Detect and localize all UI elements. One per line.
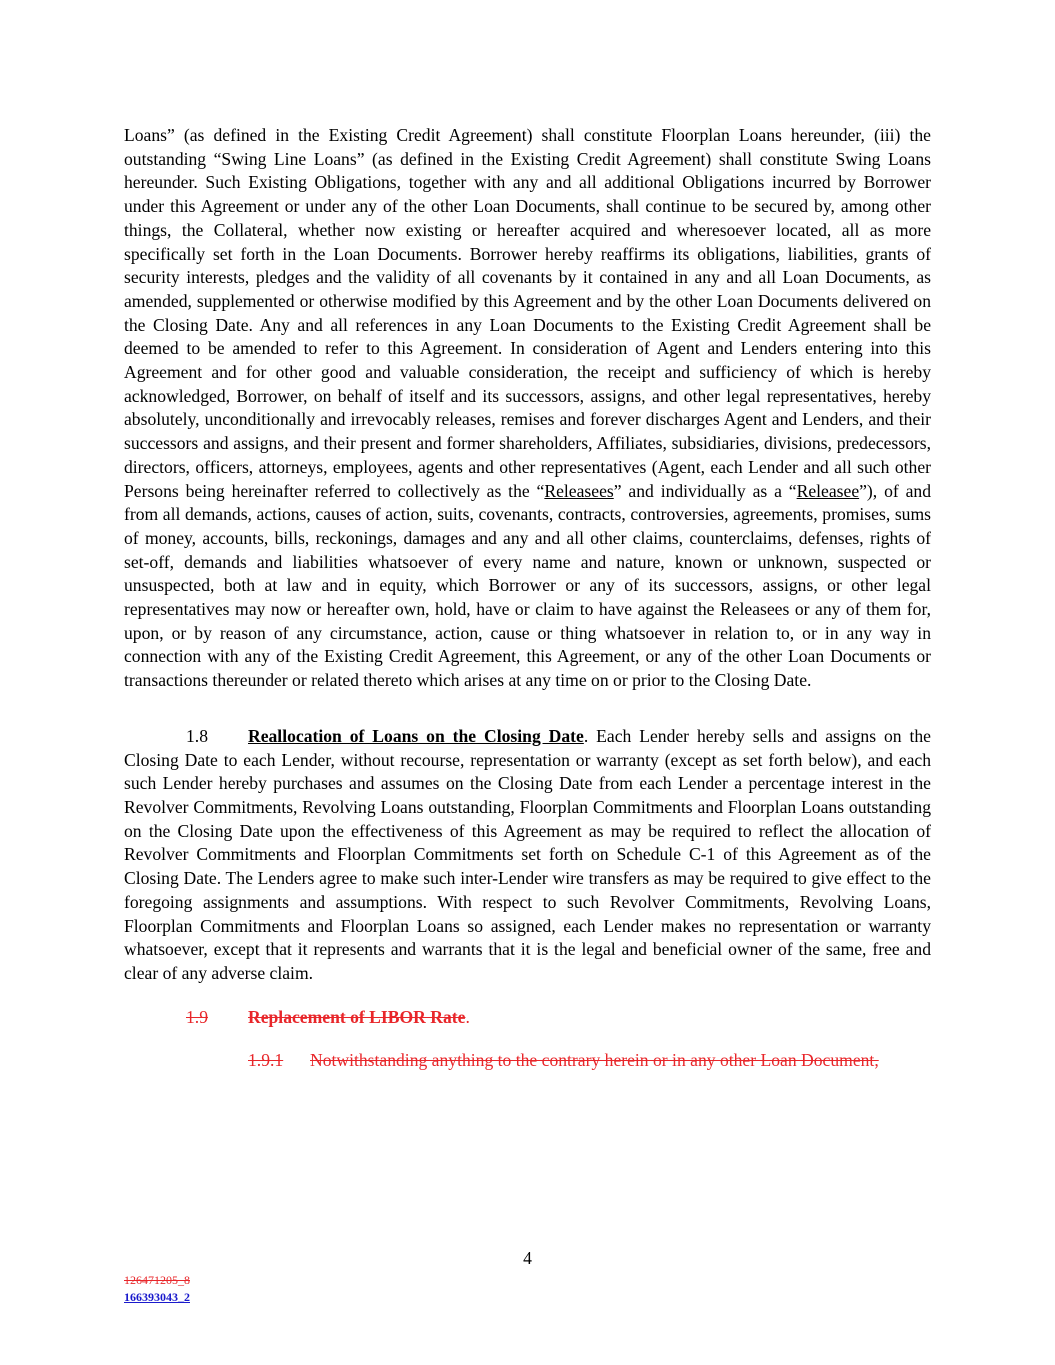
defined-term-releasee: Releasee [796, 480, 860, 501]
defined-term-releasees: Releasees [544, 480, 614, 501]
section-1-8 [124, 725, 931, 986]
page-number: 4 [523, 1248, 532, 1268]
section-text: . Each Lender hereby sells and assigns on the Closing Date to each Lender, without recourse, representation or warranty (except as set forth below), and each such Lender hereby purchases and assumes on the Closing Date from each Lender a percentage interest in the Revolver Commitments, Revolving Loans outstanding, Floorplan Commitments and Floorplan Loans outstanding on the Closing Date upon the effectiveness of this Agreement as may be required to reflect the allocation of Revolver Commitments and Floorplan Commitments set forth on Schedule C-1 of this Agreement as of the Closing Date. The Lenders agree to make such inter-Lender wire transfers as may be required to give effect to the foregoing assignments and assumptions. With respect to such Revolver Commitments, Revolving Loans, Floorplan Commitments and Floorplan Loans so assigned, each Lender makes no representation or warranty whatsoever, except that it represents and warrants that it is the legal and beneficial owner of the same, free and clear of any adverse claim. [124, 725, 931, 983]
section-1-9-deleted [124, 1006, 931, 1030]
section-number: 1.9 [186, 1006, 208, 1027]
subsection-number: 1.9.1 [248, 1050, 284, 1071]
paragraph-text: ” and individually as a “ [613, 480, 797, 501]
doc-id-inserted: 166393043_2 [124, 1290, 190, 1304]
paragraph-text: ”), of and from all demands, actions, causes of action, suits, covenants, contracts, controversies, agreements, promises, sums of money, accounts, bills, reckonings, damages and any and all other claims, counterclaims, defenses, rights of set-off, demands and liabilities whatsoever of every name and nature, known or unknown, suspected or unsuspected, both at law and in equity, which Borrower or any of its successors, assigns, or other legal representatives may now or hereafter own, hold, have or claim to have against the Releasees or any of them for, upon, or by reason of any circumstance, action, cause or thing whatsoever in relation to, or in any way in connection with any of the Existing Credit Agreement, this Agreement, or any of the other Loan Documents or transactions thereunder or related thereto which arises at any time on or prior to the Closing Date. [124, 480, 931, 691]
doc-id-deleted: 126471205_8 [124, 1273, 190, 1287]
section-heading: Reallocation of Loans on the Closing Date [248, 725, 584, 746]
subsection-text: Notwithstanding anything to the contrary herein or in any other Loan Document, [310, 1050, 879, 1071]
section-heading: Replacement of LIBOR Rate [248, 1006, 466, 1027]
paragraph-existing-obligations [124, 124, 931, 693]
section-number: 1.8 [186, 725, 208, 746]
document-page [124, 124, 931, 1073]
section-period: . [465, 1006, 470, 1027]
section-1-9-1-deleted [124, 1049, 931, 1073]
paragraph-text: Loans” (as defined in the Existing Credit Agreement) shall constitute Floorplan Loans hereunder, (iii) the outstanding “Swing Line Loans” (as defined in the Existing Credit Agreement) shall constitute Swing Loans hereunder. Such Existing Obligations, together with any and all additional Obligations incurred by Borrower under this Agreement or under any of the other Loan Documents, shall continue to be secured by, among other things, the Collateral, whether now existing or hereafter acquired and wheresoever located, all as more specifically set forth in the Loan Documents. Borrower hereby reaffirms its obligations, liabilities, grants of security interests, pledges and the validity of all covenants by it contained in any and all Loan Documents, as amended, supplemented or otherwise modified by this Agreement and by the other Loan Documents delivered on the Closing Date. Any and all references in any Loan Documents to the Existing Credit Agreement shall be deemed to be amended to refer to this Agreement. In consideration of Agent and Lenders entering into this Agreement and for other good and valuable consideration, the receipt and sufficiency of which is hereby acknowledged, Borrower, on behalf of itself and its successors, assigns, and other legal representatives, hereby absolutely, unconditionally and irrevocably releases, remises and forever discharges Agent and Lenders, and their successors and assigns, and their present and former shareholders, Affiliates, subsidiaries, divisions, predecessors, directors, officers, attorneys, employees, agents and other representatives (Agent, each Lender and all such other Persons being hereinafter referred to collectively as the “ [124, 125, 931, 501]
document-ids [124, 1272, 190, 1306]
